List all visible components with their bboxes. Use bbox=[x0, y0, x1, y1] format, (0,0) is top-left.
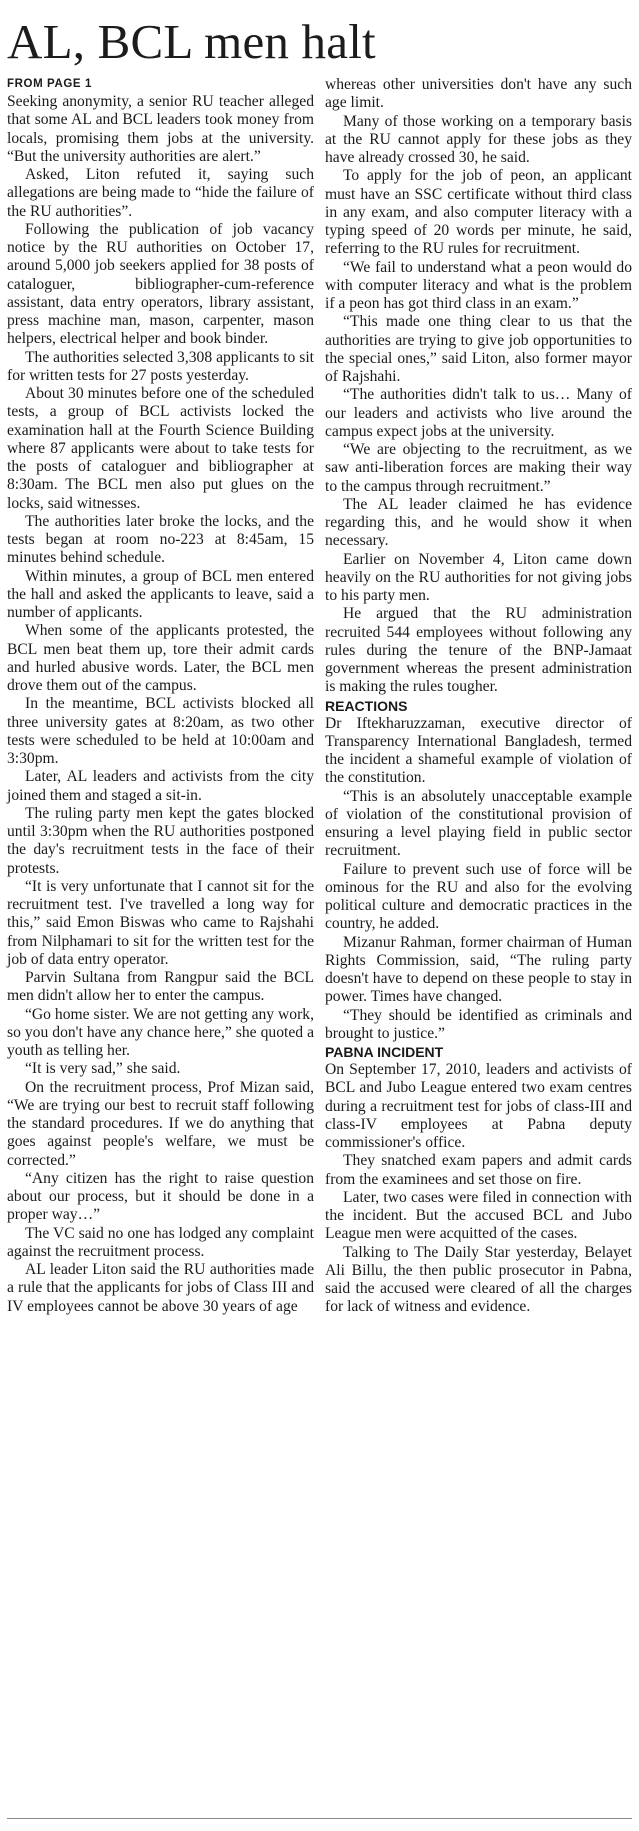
paragraph: Dr Iftekharuzzaman, executive director of Transparency International Bangladesh, termed the incident a shameful example of violation of the constitution. bbox=[325, 714, 632, 787]
column-left bbox=[7, 76, 314, 1317]
paragraph: Talking to The Daily Star yesterday, Belayet Ali Billu, the then public prosecutor in Pabna, said the accused were cleared of all the charges for lack of witness and evidence. bbox=[325, 1243, 632, 1316]
paragraph: “It is very sad,” she said. bbox=[25, 1060, 181, 1078]
paragraph: “They should be identified as criminals and brought to justice.” bbox=[325, 1006, 632, 1042]
headline: AL, BCL men halt bbox=[7, 14, 376, 69]
paragraph: “The authorities didn't talk to us… Many of our leaders and activists who live around the campus expect jobs at the university. bbox=[325, 386, 632, 440]
paragraph: Many of those working on a temporary basis at the RU cannot apply for these jobs as they have already crossed 30, he said. bbox=[325, 112, 632, 166]
paragraph: The VC said no one has lodged any complaint against the recruitment process. bbox=[7, 1224, 314, 1260]
paragraph: They snatched exam papers and admit cards from the examinees and set those on fire. bbox=[325, 1152, 632, 1188]
bottom-rule bbox=[7, 1818, 632, 1819]
paragraph: Failure to prevent such use of force will be ominous for the RU and also for the evolving political culture and democratic practices in the country, he added. bbox=[325, 860, 632, 933]
paragraph: The AL leader claimed he has evidence regarding this, and he would show it when necessary. bbox=[325, 495, 632, 550]
paragraph: The ruling party men kept the gates blocked until 3:30pm when the RU authorities postponed the day's recruitment tests in the face of their protests. bbox=[7, 804, 314, 877]
paragraph: “We are objecting to the recruitment, as we saw anti-liberation forces are making their way to the campus through recruitment.” bbox=[325, 441, 632, 495]
paragraph: He argued that the RU administration recruited 544 employees without following any rules during the tenure of the BNP-Jamaat government whereas the present administration is making the rules tougher. bbox=[325, 605, 632, 696]
paragraph: About 30 minutes before one of the scheduled tests, a group of BCL activists locked the examination hall at the Fourth Science Building where 87 applicants were about to take tests for the posts of cataloguer and bibliographer at 8:30am. The BCL men also put glues on the locks, said witnesses. bbox=[7, 385, 314, 512]
paragraph: To apply for the job of peon, an applicant must have an SSC certificate without third class in any exam, and also computer literacy with a typing speed of 20 words per minute, he said, referring to the RU rules for recruitment. bbox=[325, 167, 632, 258]
subhead-pabna-incident: PABNA INCIDENT bbox=[325, 1044, 444, 1060]
paragraph: Later, AL leaders and activists from the city joined them and staged a sit-in. bbox=[7, 768, 314, 804]
paragraph: Mizanur Rahman, former chairman of Human Rights Commission, said, “The ruling party doesn't have to depend on these people to stay in power. Times have changed. bbox=[325, 933, 632, 1006]
paragraph: “Go home sister. We are not getting any work, so you don't have any chance here,” she quoted a youth as telling her. bbox=[7, 1005, 314, 1059]
paragraph: “It is very unfortunate that I cannot sit for the recruitment test. I've travelled a long way for this,” said Emon Biswas who came to Rajshahi from Nilphamari to sit for the written test for the job of data entry operator. bbox=[7, 877, 314, 968]
paragraph: AL leader Liton said the RU authorities made a rule that the applicants for jobs of Class III and IV employees cannot be above 30 years of age bbox=[7, 1261, 314, 1315]
paragraph: Seeking anonymity, a senior RU teacher alleged that some AL and BCL leaders took money from locals, promising them jobs at the university. “But the university authorities are alert.” bbox=[7, 93, 314, 165]
paragraph: The authorities selected 3,308 applicants to sit for written tests for 27 posts yesterday. bbox=[7, 348, 314, 384]
continuation-label: FROM PAGE 1 bbox=[7, 78, 92, 90]
paragraph: In the meantime, BCL activists blocked all three university gates at 8:20am, as two other tests were scheduled to be held at 10:00am and 3:30pm. bbox=[7, 695, 314, 767]
paragraph: Asked, Liton refuted it, saying such allegations are being made to “hide the failure of the RU authorities”. bbox=[7, 166, 314, 220]
article-columns bbox=[7, 76, 632, 1317]
column-right bbox=[325, 76, 632, 1317]
paragraph: Later, two cases were filed in connection with the incident. But the accused BCL and Jubo League men were acquitted of the cases. bbox=[325, 1188, 632, 1243]
paragraph: Within minutes, a group of BCL men entered the hall and asked the applicants to leave, said a number of applicants. bbox=[7, 567, 314, 621]
paragraph: Following the publication of job vacancy notice by the RU authorities on October 17, around 5,000 job seekers applied for 38 posts of cataloguer, bibliographer-cum-reference assistant, data entry operators, library assistant, press machine man, mason, carpenter, mason helpers, electrical helper and book binder. bbox=[7, 220, 314, 348]
paragraph: whereas other universities don't have any such age limit. bbox=[325, 76, 632, 112]
paragraph: On the recruitment process, Prof Mizan said, “We are trying our best to recruit staff following the standard procedures. If we do anything that goes against people's welfare, we must be corrected.” bbox=[7, 1078, 314, 1169]
paragraph: The authorities later broke the locks, and the tests began at room no-223 at 8:45am, 15 minutes behind schedule. bbox=[7, 512, 314, 567]
paragraph: When some of the applicants protested, the BCL men beat them up, tore their admit cards and hurled abusive words. Later, the BCL men drove them out of the campus. bbox=[7, 622, 314, 694]
paragraph: On September 17, 2010, leaders and activists of BCL and Jubo League entered two exam centres during a recruitment test for jobs of class-III and class-IV employees at Pabna deputy commissioner's office. bbox=[325, 1061, 632, 1151]
paragraph: Earlier on November 4, Liton came down heavily on the RU authorities for not giving jobs to his party men. bbox=[325, 550, 632, 604]
paragraph: Parvin Sultana from Rangpur said the BCL men didn't allow her to enter the campus. bbox=[7, 969, 314, 1005]
paragraph: “This is an absolutely unacceptable example of violation of the constitutional provision of ensuring a level playing field in public sector recruitment. bbox=[325, 787, 632, 860]
paragraph: “Any citizen has the right to raise question about our process, but it should be done in a proper way…” bbox=[7, 1169, 314, 1224]
paragraph: “This made one thing clear to us that the authorities are trying to give job opportunities to the special ones,” said Liton, also former mayor of Rajshahi. bbox=[325, 313, 632, 385]
paragraph: “We fail to understand what a peon would do with computer literacy and what is the problem if a peon has got third class in an exam.” bbox=[325, 258, 632, 312]
subhead-reactions: REACTIONS bbox=[325, 697, 408, 714]
